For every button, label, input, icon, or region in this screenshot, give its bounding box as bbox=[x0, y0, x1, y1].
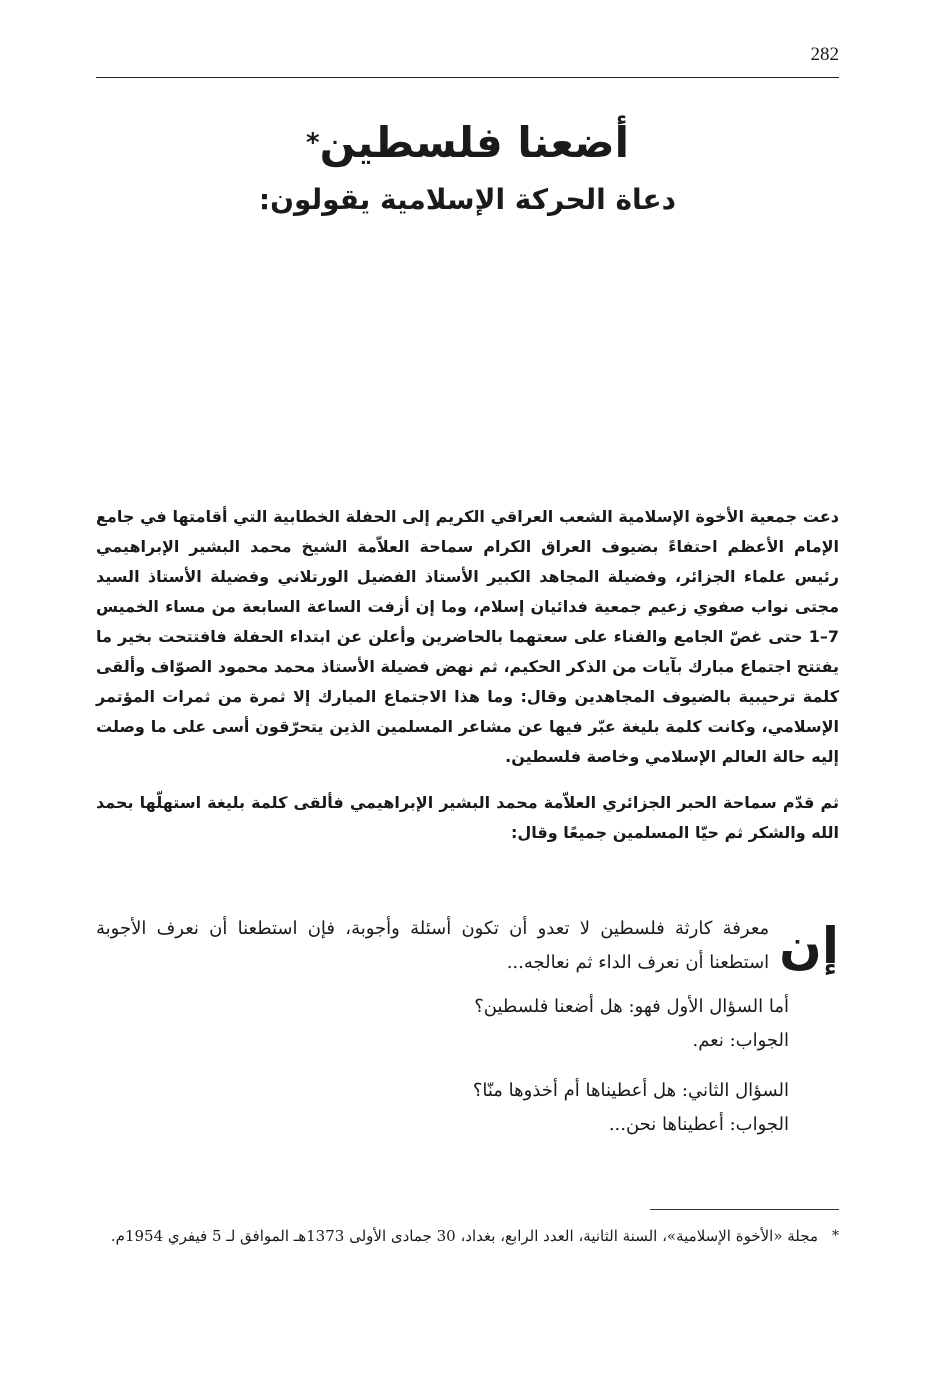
header-rule bbox=[96, 77, 839, 78]
intro-paragraph: ثم قدّم سماحة الحبر الجزائري العلاّمة محمد البشير الإبراهيمي فألقى كلمة بليغة استهلّها بحمد الله والشكر ثم حيّا المسلمين جميعًا وقال: bbox=[96, 793, 839, 842]
intro-section bbox=[96, 502, 839, 864]
footnote-marker: * bbox=[832, 1228, 839, 1244]
footnote-rule bbox=[650, 1209, 839, 1210]
qa-question: أما السؤال الأول فهو: هل أضعنا فلسطين؟ bbox=[474, 996, 789, 1017]
qa-item bbox=[96, 990, 839, 1058]
qa-answer: الجواب: نعم. bbox=[692, 1030, 789, 1051]
speech-opening: معرفة كارثة فلسطين لا تعدو أن تكون أسئلة وأجوبة، فإن استطعنا أن نعرف الأجوبة استطعنا أن نعرف الداء ثم نعالجه... bbox=[96, 918, 770, 973]
qa-item bbox=[96, 1074, 839, 1142]
article-subtitle: دعاة الحركة الإسلامية يقولون: bbox=[258, 183, 677, 216]
drop-cap: إن bbox=[779, 917, 839, 975]
qa-answer: الجواب: أعطيناها نحن... bbox=[608, 1114, 789, 1135]
footnote bbox=[96, 1222, 839, 1250]
title-footnote-marker: * bbox=[305, 128, 320, 158]
title-text: أضعنا فلسطين bbox=[319, 118, 630, 167]
intro-paragraph: دعت جمعية الأخوة الإسلامية الشعب العراقي الكريم إلى الحفلة الخطابية التي أقامتها في جامع الإمام الأعظم احتفاءً بضيوف العراق الكرام سماحة العلاّمة الشيخ محمد البشير الإبراهيمي رئيس علماء الجزائر، وفضيلة المجاهد الكبير الأستاذ الفضيل الورتلاني وفضيلة الأستاذ السيد مجتى نواب صفوي زعيم جمعية فدائيان إسلام، وما إن أزفت الساعة السابعة من مساء الخميس 7–1 حتى غصّ الجامع والفناء على سعتهما بالحاضرين وأعلن عن ابتداء الحفلة فافتتحت بخير ما يفتتح اجتماع مبارك بآيات من الذكر الحكيم، ثم نهض فضيلة الأستاذ محمد محمود الصوّاف وألقى كلمة ترحيبية بالضيوف المجاهدين وقال: وما هذا الاجتماع المبارك إلا ثمرة من ثمرات المؤتمر الإسلامي، وكانت كلمة بليغة عبّر فيها عن مشاعر المسلمين الذين يتحرّقون أسى على ما وصلت إليه حالة العالم الإسلامي وخاصة فلسطين. bbox=[96, 507, 839, 766]
page-number: 282 bbox=[810, 44, 839, 65]
footnote-text: مجلة «الأخوة الإسلامية»، السنة الثانية، العدد الرابع، بغداد، 30 جمادى الأولى 1373هـ الموافق لـ 5 فيفري 1954م. bbox=[110, 1227, 818, 1245]
speech-section bbox=[96, 912, 839, 1158]
qa-question: السؤال الثاني: هل أعطيناها أم أخذوها منّا؟ bbox=[472, 1080, 789, 1101]
article-title bbox=[96, 115, 839, 171]
